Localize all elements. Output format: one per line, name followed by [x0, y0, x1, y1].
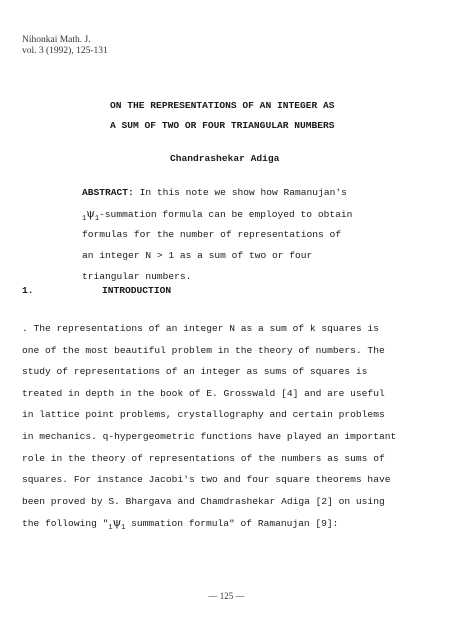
- body-text: the following ": [22, 518, 109, 530]
- psi-subscript-right: 1: [121, 524, 126, 533]
- abstract-text: -summation formula can be employed to obtain: [99, 209, 353, 220]
- introduction-body: [22, 318, 432, 534]
- body-text: summation formula" of Ramanujan [9]:: [125, 518, 339, 530]
- psi-subscript-left: 1: [82, 215, 87, 223]
- abstract-label: ABSTRACT:: [82, 187, 134, 198]
- section-heading: [22, 285, 171, 296]
- journal-volume: vol. 3 (1992), 125-131: [22, 46, 108, 56]
- body-line: study of representations of an integer as sums of squares is: [22, 366, 368, 378]
- abstract-line-3: formulas for the number of representations of: [82, 229, 342, 240]
- journal-header: [22, 35, 108, 57]
- paper-title-line-1: ON THE REPRESENTATIONS OF AN INTEGER AS: [110, 100, 335, 111]
- abstract-line-1: [82, 182, 382, 203]
- psi-subscript-right: 1: [94, 215, 100, 223]
- page-number: — 125 —: [208, 591, 245, 601]
- body-line: . The representations of an integer N as a sum of k squares is: [22, 323, 379, 334]
- body-line-last: [22, 512, 432, 534]
- psi-symbol: ψ: [112, 516, 122, 530]
- abstract-line-5: triangular numbers.: [82, 271, 192, 282]
- body-line: been proved by S. Bhargava and Chamdrashekar Adiga [2] on using: [22, 495, 385, 507]
- psi-subscript-left: 1: [108, 524, 113, 533]
- author-name: Chandrashekar Adiga: [170, 153, 280, 164]
- body-line: in lattice point problems, crystallography and certain problems: [22, 409, 385, 421]
- abstract-block: [82, 182, 382, 287]
- section-number: 1.: [22, 285, 34, 296]
- body-line: treated in depth in the book of E. Grosswald [4] and are useful: [22, 387, 385, 399]
- abstract-line-4: an integer N > 1 as a sum of two or four: [82, 250, 313, 261]
- journal-name: Nihonkai Math. J.: [22, 35, 91, 45]
- abstract-text: In this note we show how Ramanujan's: [133, 187, 347, 198]
- paper-title-line-2: A SUM OF TWO OR FOUR TRIANGULAR NUMBERS: [110, 120, 335, 131]
- psi-symbol: ψ: [86, 207, 95, 220]
- abstract-line-2: [82, 203, 382, 224]
- body-line: squares. For instance Jacobi's two and four square theorems have: [22, 474, 391, 486]
- section-title: INTRODUCTION: [102, 285, 172, 296]
- body-line: role in the theory of representations of the numbers as sums of: [22, 452, 385, 464]
- body-line: in mechanics. q-hypergeometric functions have played an important: [22, 430, 397, 442]
- body-line: one of the most beautiful problem in the theory of numbers. The: [22, 344, 385, 356]
